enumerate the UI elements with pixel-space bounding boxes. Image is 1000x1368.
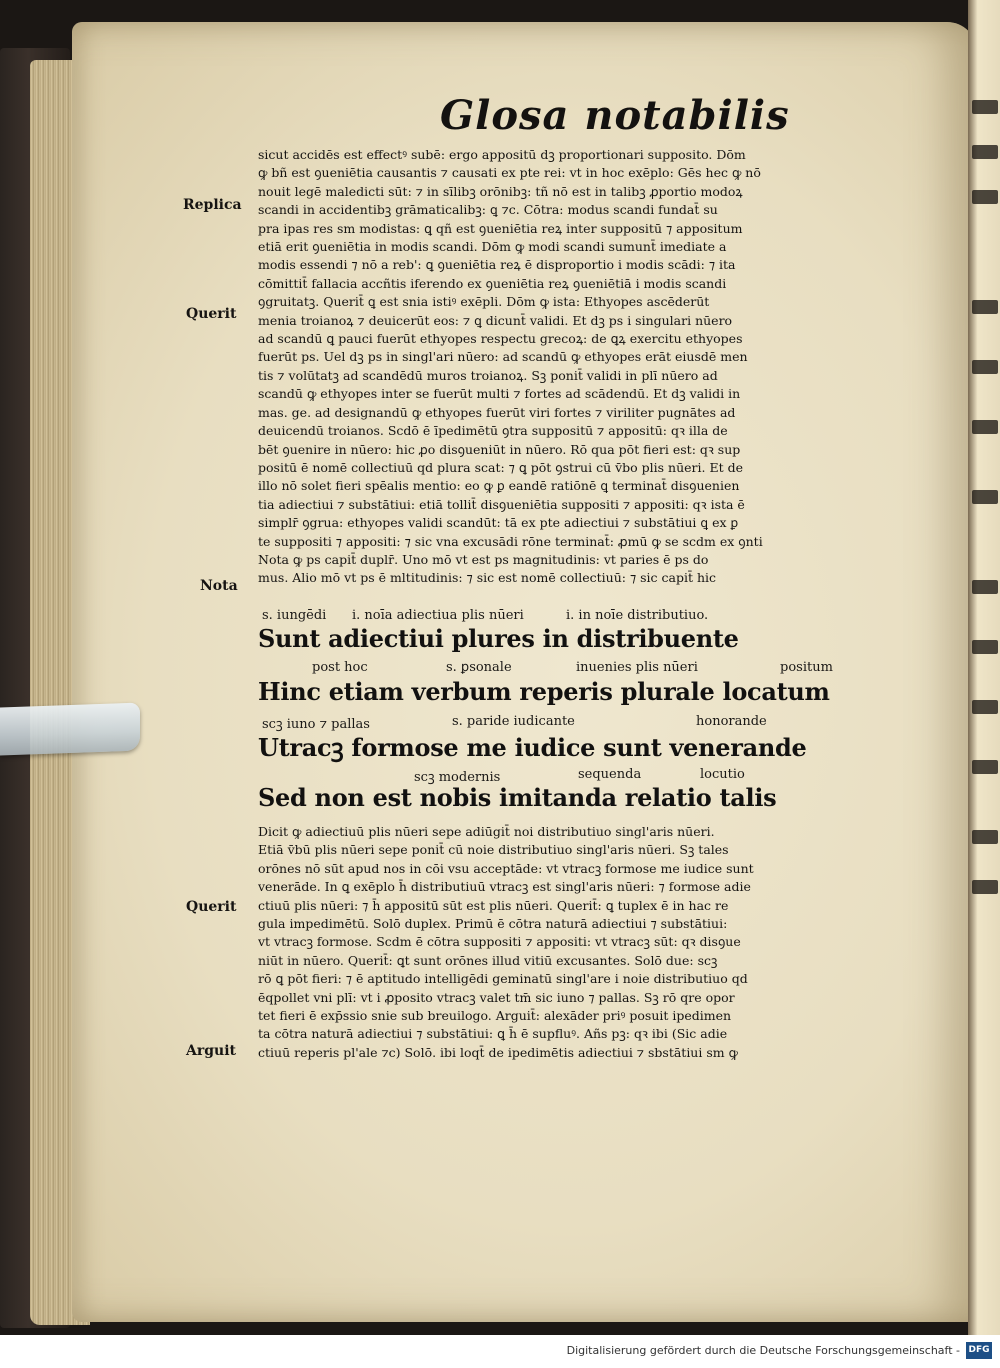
text-line: Etiā v̄bū plis nūeri sepe ponit̄ cū noie distributiuo singl'aris nūeri. Sꝫ tales <box>258 842 729 858</box>
interlinear-gloss: scꝫ iuno ⁊ pallas <box>262 717 370 732</box>
dfg-logo: DFG <box>966 1342 992 1359</box>
text-line: mas. ge. ad designandū ꝙ ethyopes fuerūt viri fortes ⁊ viriliter pugnātes ad <box>258 404 736 420</box>
text-line: vt vtracꝫ formose. Scdm ē cōtra suppositi ⁊ appositi: vt vtracꝫ sūt: qꝛ disꝯue <box>258 934 741 950</box>
funding-credit: Digitalisierung gefördert durch die Deutsche Forschungsgemeinschaft - <box>566 1344 960 1357</box>
text-line: sicut accidēs est effectꝰ subē: ergo appositū dꝫ proportionari supposito. Dōm <box>258 147 746 162</box>
text-line: menia troianoꝝ ⁊ deuicerūt eos: ⁊ ꝗ dicunt̄ validi. Et dꝫ ps i singulari nūero <box>258 312 733 328</box>
commentary-text-upper <box>258 146 886 588</box>
interlinear-gloss: positum <box>780 660 833 675</box>
verse-line: Sed non est nobis imitanda relatio talis <box>258 783 777 812</box>
interlinear-gloss: s. paride iudicante <box>452 714 575 729</box>
text-line: venerāde. In ꝗ exēplo h̄ distributiuū vtracꝫ est singl'aris nūeri: ⁊ formose adie <box>258 879 751 895</box>
interlinear-gloss: post hoc <box>312 660 368 675</box>
verse-line: Hinc etiam verbum reperis plurale locatum <box>258 677 830 706</box>
text-line: gula impedimētū. Solō duplex. Primū ē cōtra naturā adiectiui ⁊ substātiui: <box>258 916 728 932</box>
text-line: te suppositi ⁊ appositi: ⁊ sic vna excusādi rōne terminat̄: ꝓmū ꝙ se scdm ex ꝯnti <box>258 533 763 549</box>
margin-note-querit: Querit <box>186 899 237 915</box>
text-line: scandū ꝙ ethyopes inter se fuerūt multi ⁊ fortes ad scādendū. Et dꝫ validi in <box>258 386 741 402</box>
text-line: pra ipas res sm modistas: ꝗ qñ est ꝯueniētia reꝝ inter suppositū ⁊ appositum <box>258 220 743 236</box>
text-line: mus. Alio mō vt ps ē mltitudinis: ⁊ sic est nomē collectiuū: ⁊ sic capit̄ hic <box>258 570 717 586</box>
text-line: positū ē nomē collectiuū qd plura scat: ⁊ ꝗ pōt ꝯstrui cū v̄bo plis nūeri. Et de <box>258 459 743 475</box>
text-line: etiā erit ꝯueniētia in modis scandi. Dōm ꝙ modi scandi sumunt̄ imediate a <box>258 239 727 255</box>
interlinear-gloss: honorande <box>696 714 767 729</box>
text-line: Dicit ꝙ adiectiuū plis nūeri sepe adiūgit̄ noi distributiuo singl'aris nūeri. <box>258 824 715 839</box>
text-line: nouit legē maledicti sūt: ⁊ in sīlibꝫ orōnibꝫ: tñ nō est in talibꝫ ꝓportio modoꝝ <box>258 183 743 199</box>
footer-bar <box>0 1335 1000 1368</box>
text-line: ēqpollet vni plī: vt i ꝓposito vtracꝫ valet tm̄ sic iuno ⁊ pallas. Sꝫ rō qre opor <box>258 989 735 1005</box>
text-line: tia adiectiui ⁊ substātiui: etiā tollit̄ disꝯueniētia suppositi ⁊ appositi: qꝛ ista ē <box>258 496 745 512</box>
text-line: Nota ꝙ ps capit̄ duplr̄. Uno mō vt est ps magnitudinis: vt paries ē ps do <box>258 551 709 567</box>
margin-note-nota: Nota <box>200 578 238 594</box>
text-line: tis ⁊ volūtatꝫ ad scandēdū muros troianoꝝ. Sꝫ ponit̄ validi in plī nūero ad <box>258 367 718 383</box>
text-line: niūt in nūero. Querit̄: ꝗt sunt orōnes illud vitiū excusantes. Solō due: scꝫ <box>258 952 718 968</box>
text-line: modis essendi ⁊ nō a reb': ꝗ ꝯueniētia reꝝ ē disproportio i modis scādi: ⁊ ita <box>258 257 736 273</box>
interlinear-gloss: inuenies plis nūeri <box>576 660 698 675</box>
commentary-text-lower <box>258 823 886 1062</box>
margin-note-replica: Replica <box>183 197 242 213</box>
interlinear-gloss: s. ꝑsonale <box>446 660 512 675</box>
verse-line: Utracꝫ formose me iudice sunt venerande <box>258 733 807 762</box>
text-line: ꝯgruitatꝫ. Querit̄ ꝗ est snia istiꝰ exēpli. Dōm ꝙ ista: Ethyopes ascēderūt <box>258 294 710 310</box>
interlinear-gloss: i. noīa adiectiua plis nūeri <box>352 608 524 623</box>
interlinear-gloss: s. iungēdi <box>262 608 327 623</box>
transparent-page-weight <box>0 703 140 756</box>
text-line: fuerūt ps. Uel dꝫ ps in singl'ari nūero: ad scandū ꝙ ethyopes erāt eiusdē men <box>258 349 748 365</box>
text-line: cōmittit̄ fallacia accñtis iferendo ex ꝯueniētia reꝝ ꝯueniētiā i modis scandi <box>258 275 727 291</box>
page-title: Glosa notabilis <box>440 92 790 139</box>
text-line: simplr̄ ꝯgrua: ethyopes validi scandūt: tā ex pte adiectiui ⁊ substātiui ꝗ ex ꝑ <box>258 515 739 531</box>
text-line: deuicendū troianos. Scdō ē īpedimētū ꝯtra suppositū ⁊ appositū: qꝛ illa de <box>258 423 728 439</box>
text-line: ꝙ bñ est ꝯueniētia causantis ⁊ causati ex pte rei: vt in hoc exēplo: Gēs hec ꝙ nō <box>258 165 761 181</box>
text-line: ctiuū plis nūeri: ⁊ h̄ appositū sūt est plis nūeri. Querit̄: ꝗ tuplex ē in hac re <box>258 897 729 913</box>
interlinear-gloss: locutio <box>700 767 745 782</box>
text-line: illo nō solet fieri spēalis mentio: eo ꝙ ꝑ eandē ratiōnē ꝗ terminat̄ disꝯuenien <box>258 478 740 494</box>
text-line: rō ꝗ pōt fieri: ⁊ ē aptitudo intelligēdi geminatū singl'are i noie distributiuo qd <box>258 971 748 987</box>
text-line: bēt ꝯuenire in nūero: hic ꝓo disꝯueniūt in nūero. Rō qua pōt fieri est: qꝛ sup <box>258 441 741 457</box>
text-line: ta cōtra naturā adiectiui ⁊ substātiui: ꝗ h̄ ē supfluꝰ. Añs pꝫ: qꝛ ibi (Sic adie <box>258 1026 728 1042</box>
interlinear-gloss: sequenda <box>578 767 642 782</box>
text-line: orōnes nō sūt apud nos in cōi vsu acceptāde: vt vtracꝫ formose me iudice sunt <box>258 860 754 876</box>
text-line: scandi in accidentibꝫ grāmaticalibꝫ: ꝗ ⁊c. Cōtra: modus scandi fundat̄ su <box>258 202 718 218</box>
text-line: tet fieri ē exp̄ssio snie sub breuilogo. Arguit̄: alexāder priꝰ posuit ipedimen <box>258 1008 732 1024</box>
margin-note-arguit: Arguit <box>186 1043 236 1059</box>
verse-line: Sunt adiectiui plures in distribuente <box>258 624 739 653</box>
facing-page-edge <box>968 0 1000 1335</box>
text-line: ad scandū ꝗ pauci fuerūt ethyopes respectu grecoꝝ: de ꝗꝝ exercitu ethyopes <box>258 331 743 347</box>
text-line: ctiuū reperis pl'ale ⁊c) Solō. ibi loqt̄ de ipedimētis adiectiui ⁊ sbstātiui sm ꝙ <box>258 1044 738 1060</box>
interlinear-gloss: i. in noīe distributiuo. <box>566 608 709 623</box>
interlinear-gloss: scꝫ modernis <box>414 770 501 785</box>
margin-note-querit: Querit <box>186 306 237 322</box>
